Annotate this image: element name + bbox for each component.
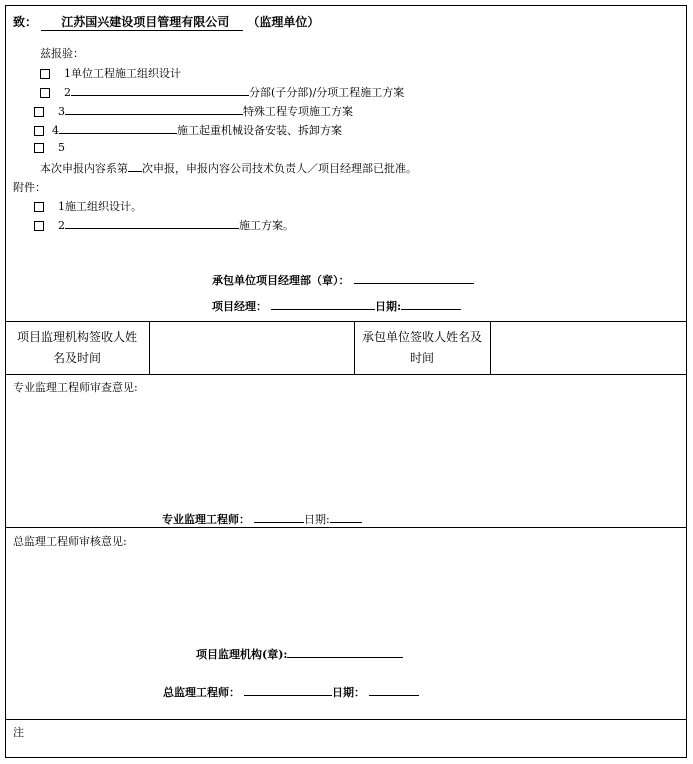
- item-4[interactable]: 4 施工起重机械设备安装、拆卸方案: [34, 122, 342, 138]
- chief-date-field[interactable]: [369, 684, 419, 696]
- project-manager-field[interactable]: [271, 298, 375, 310]
- chief-engineer-field[interactable]: [244, 684, 332, 696]
- checkbox-item-1[interactable]: [40, 69, 50, 79]
- divider: [5, 719, 687, 720]
- specialist-date-field[interactable]: [330, 511, 362, 523]
- item-2-blank[interactable]: [71, 84, 249, 96]
- supervisor-unit-suffix: （监理单位）: [247, 15, 320, 29]
- attachment-2-blank[interactable]: [65, 217, 239, 229]
- item-1[interactable]: 1单位工程施工组织设计: [40, 65, 181, 81]
- checkbox-item-2[interactable]: [40, 88, 50, 98]
- pm-date-field[interactable]: [401, 298, 461, 310]
- contractor-dept-line: 承包单位项目经理部（章）：: [212, 272, 474, 288]
- item-4-blank[interactable]: [59, 122, 177, 134]
- checkbox-item-4[interactable]: [34, 126, 44, 136]
- supervisor-receipt-field[interactable]: [150, 322, 353, 373]
- item-3-blank[interactable]: [65, 103, 243, 115]
- checkbox-attachment-2[interactable]: [34, 221, 44, 231]
- note-label: 注: [13, 726, 24, 739]
- item-2[interactable]: 2 分部(子分部)/分项工程施工方案: [40, 84, 404, 100]
- divider: [5, 527, 687, 528]
- attachments-label: 附件：: [13, 181, 46, 194]
- chief-opinion-area[interactable]: [13, 550, 683, 640]
- divider: [5, 374, 687, 375]
- contractor-seal-field[interactable]: [354, 272, 474, 284]
- submission-statement: 本次申报内容系第 次申报，申报内容公司技术负责人／项目经理部已批准。: [40, 162, 417, 175]
- item-5[interactable]: 5: [34, 141, 65, 154]
- chief-signature-line: 总监理工程师： 日期：: [163, 684, 419, 700]
- item-3-label: 特殊工程专项施工方案: [243, 105, 353, 118]
- checkbox-item-3[interactable]: [34, 107, 44, 117]
- specialist-opinion-label: 专业监理工程师审查意见:: [13, 381, 138, 394]
- contractor-receipt-label: 承包单位签收人姓名及时间: [361, 330, 482, 365]
- project-manager-line: 项目经理： 日期:: [212, 298, 461, 314]
- supervisor-org-seal-field[interactable]: [287, 646, 403, 658]
- addressee-line: [13, 13, 319, 31]
- item-3[interactable]: 3 特殊工程专项施工方案: [34, 103, 353, 119]
- attachment-2[interactable]: 2 施工方案。: [34, 217, 294, 233]
- specialist-engineer-field[interactable]: [254, 511, 304, 523]
- to-prefix: 致：: [13, 15, 38, 29]
- submission-count-blank[interactable]: [128, 160, 142, 172]
- specialist-signature-line: 专业监理工程师： 日期:: [162, 511, 362, 527]
- chief-opinion-label: 总监理工程师审核意见:: [13, 535, 127, 548]
- item-4-label: 施工起重机械设备安装、拆卸方案: [177, 124, 342, 137]
- specialist-opinion-area[interactable]: [13, 396, 683, 504]
- checkbox-attachment-1[interactable]: [34, 202, 44, 212]
- company-name: 江苏国兴建设项目管理有限公司: [41, 13, 243, 31]
- item-1-label: 单位工程施工组织设计: [71, 67, 181, 80]
- supervisor-org-seal-line: 项目监理机构(章):: [196, 646, 403, 662]
- divider: [354, 321, 355, 374]
- contractor-receipt-field[interactable]: [491, 322, 686, 373]
- checkbox-item-5[interactable]: [34, 143, 44, 153]
- item-2-label: 分部(子分部)/分项工程施工方案: [249, 86, 405, 99]
- supervisor-receipt-label: 项目监理机构签收人姓名及时间: [16, 330, 137, 365]
- attachment-1[interactable]: 1施工组织设计。: [34, 198, 142, 214]
- intro-text: 兹报验：: [40, 47, 84, 60]
